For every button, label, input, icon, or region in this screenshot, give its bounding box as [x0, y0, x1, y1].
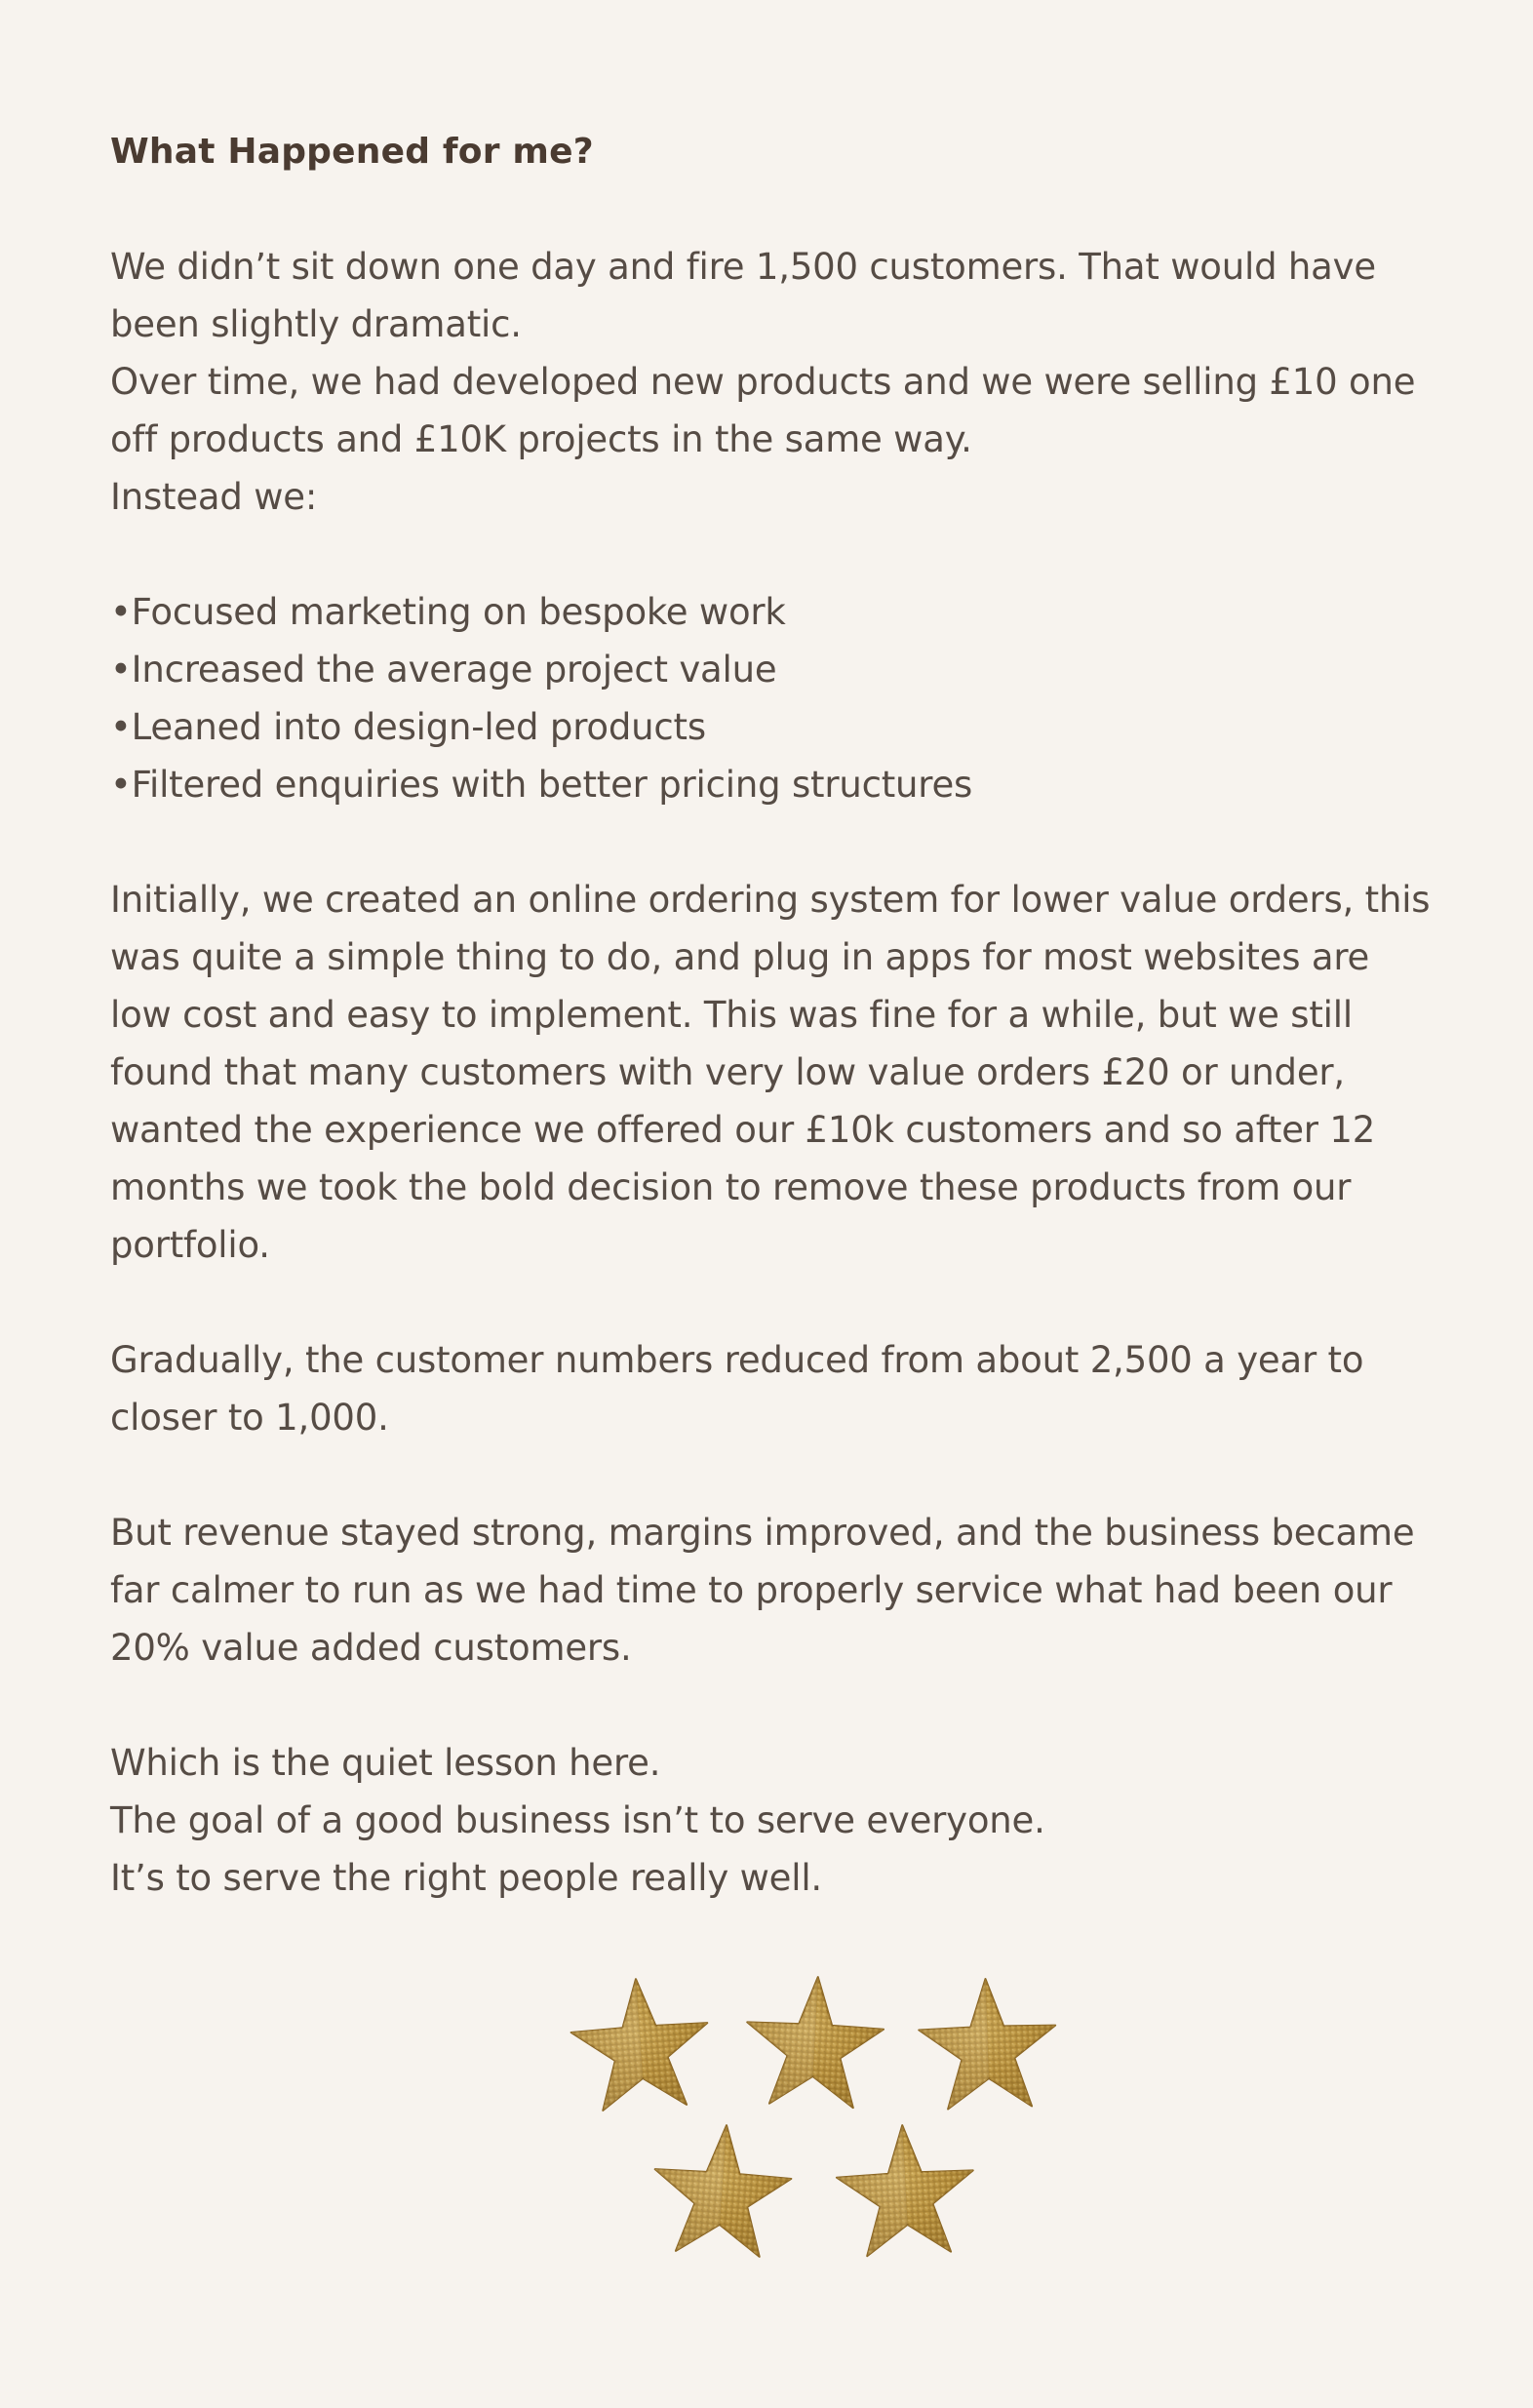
star-icon	[649, 2120, 795, 2258]
star-icon	[834, 2121, 977, 2257]
closing-paragraph	[110, 1734, 1436, 1907]
bullet-list	[110, 583, 1436, 813]
bullet-item: • Leaned into design-led products	[110, 698, 1436, 756]
intro-line: Instead we:	[110, 476, 318, 518]
star-icon	[743, 1973, 886, 2109]
article-content	[110, 123, 1436, 1964]
intro-line: We didn’t sit down one day and fire 1,500 customers. That would have been slightly dramatic.	[110, 246, 1376, 345]
closing-line: The goal of a good business isn’t to serve everyone.	[110, 1799, 1045, 1841]
star-icon	[918, 1977, 1059, 2111]
intro-paragraph	[110, 238, 1436, 526]
section-heading: What Happened for me?	[110, 132, 594, 172]
bullet-item: • Increased the average project value	[110, 641, 1436, 698]
bullet-item: • Filtered enquiries with better pricing structures	[110, 756, 1436, 813]
star-icon	[568, 1974, 713, 2112]
body-paragraph: Initially, we created an online ordering system for lower value orders, this was quite a simple thing to do, and plug in apps for most websites are low cost and easy to implement. This was fine for a while, but we still found that many customers with very low value orders £20 or under, wanted the experience we offered our £10k customers and so after 12 months we took the bold decision to remove these products from our portfolio.	[110, 879, 1431, 1266]
body-paragraph: But revenue stayed strong, margins improved, and the business became far calmer to run as we had time to properly service what had been our 20% value added customers.	[110, 1512, 1415, 1669]
closing-line: It’s to serve the right people really well.	[110, 1857, 822, 1899]
star-rating-decoration	[546, 1970, 1073, 2282]
bullet-item: • Focused marketing on bespoke work	[110, 583, 1436, 641]
stars-graphic	[546, 1970, 1073, 2282]
body-paragraph: Gradually, the customer numbers reduced from about 2,500 a year to closer to 1,000.	[110, 1339, 1364, 1439]
intro-line: Over time, we had developed new products and we were selling £10 one off products and £10K projects in the same way.	[110, 361, 1416, 460]
closing-line: Which is the quiet lesson here.	[110, 1742, 661, 1784]
